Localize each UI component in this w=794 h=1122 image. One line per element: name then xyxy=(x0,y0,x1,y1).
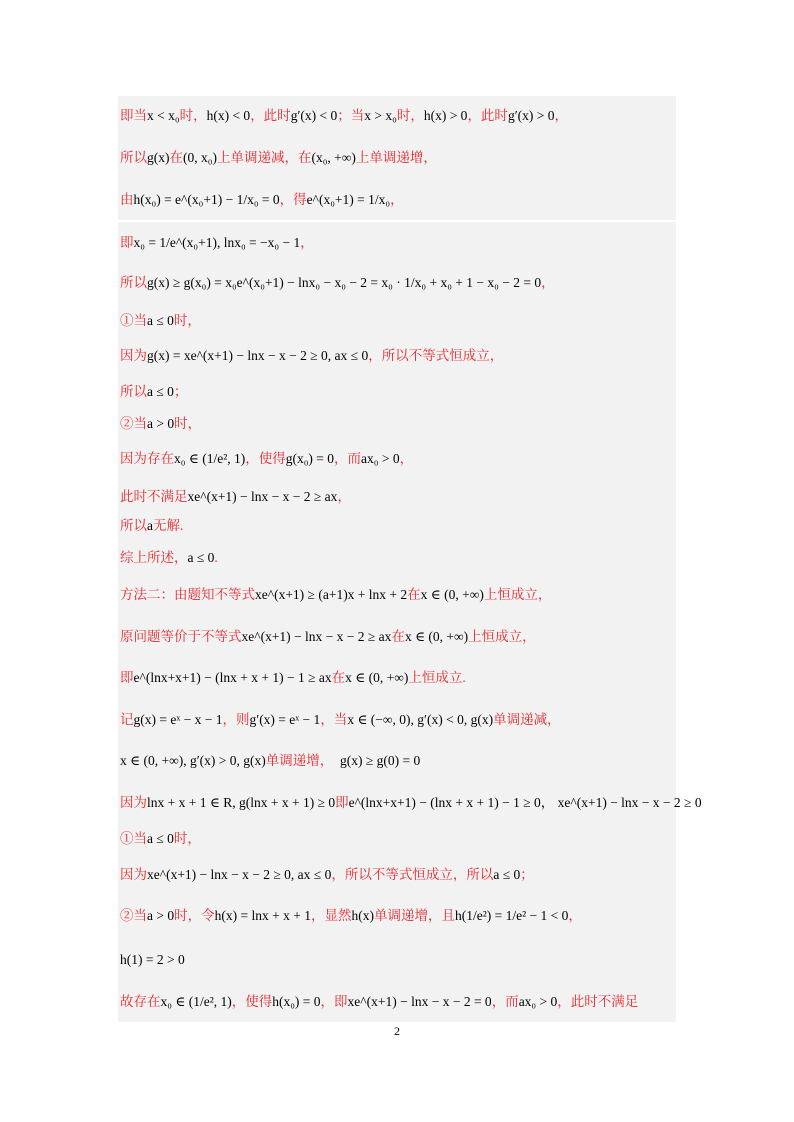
text-line-12: 所以a无解. xyxy=(120,518,184,533)
text-line-17: 记g(x) = eˣ − x − 1，则g′(x) = eˣ − 1，当x ∈ (−∞, 0), g′(x) < 0, g(x)单调递减， xyxy=(120,712,561,727)
text-line-19: 因为lnx + x + 1 ∈ R, g(lnx + x + 1) ≥ 0即e^(lnx+x+1) − (lnx + x + 1) − 1 ≥ 0， xe^(x+1) − lnx − x − 2 ≥ 0 xyxy=(120,795,702,810)
text-line-16: 即e^(lnx+x+1) − (lnx + x + 1) − 1 ≥ ax在x ∈ (0, +∞)上恒成立. xyxy=(120,670,466,685)
text-line-8: 所以a ≤ 0； xyxy=(120,384,188,399)
text-line-10: 因为存在x₀ ∈ (1/e², 1)，使得g(x₀) = 0，而ax₀ > 0， xyxy=(120,451,414,466)
text-line-21: 因为xe^(x+1) − lnx − x − 2 ≥ 0, ax ≤ 0，所以不等式恒成立，所以a ≤ 0； xyxy=(120,867,534,882)
text-line-4: 即x₀ = 1/e^(x₀+1), lnx₀ = −x₀ − 1， xyxy=(120,235,314,250)
text-line-13: 综上所述，a ≤ 0. xyxy=(120,550,218,565)
solution-panel-main xyxy=(118,222,676,1022)
page-number: 2 xyxy=(394,1024,400,1038)
text-line-22: ②当a > 0时，令h(x) = lnx + x + 1，显然h(x)单调递增，且h(1/e²) = 1/e² − 1 < 0， xyxy=(120,908,582,923)
text-line-23: h(1) = 2 > 0 xyxy=(120,952,185,967)
text-line-5: 所以g(x) ≥ g(x₀) = x₀e^(x₀+1) − lnx₀ − x₀ − 2 = x₀ · 1/x₀ + x₀ + 1 − x₀ − 2 = 0， xyxy=(120,275,555,290)
text-line-6: ①当a ≤ 0时， xyxy=(120,313,201,328)
text-line-24: 故存在x₀ ∈ (1/e², 1)，使得h(x₀) = 0，即xe^(x+1) − lnx − x − 2 = 0，而ax₀ > 0，此时不满足 xyxy=(120,994,639,1009)
text-line-9: ②当a > 0时， xyxy=(120,416,202,431)
text-line-1: 即当x < x₀时，h(x) < 0，此时g′(x) < 0；当x > x₀时，h(x) > 0，此时g′(x) > 0， xyxy=(120,108,568,123)
text-line-3: 由h(x₀) = e^(x₀+1) − 1/x₀ = 0，得e^(x₀+1) = 1/x₀， xyxy=(120,192,404,207)
text-line-11: 此时不满足xe^(x+1) − lnx − x − 2 ≥ ax， xyxy=(120,489,351,504)
text-line-18: x ∈ (0, +∞), g′(x) > 0, g(x)单调递增， g(x) ≥ g(0) = 0 xyxy=(120,753,421,768)
text-line-14: 方法二：由题知不等式xe^(x+1) ≥ (a+1)x + lnx + 2在x ∈ (0, +∞)上恒成立， xyxy=(120,587,552,602)
text-line-15: 原问题等价于不等式xe^(x+1) − lnx − x − 2 ≥ ax在x ∈ (0, +∞)上恒成立， xyxy=(120,629,536,644)
text-line-2: 所以g(x)在(0, x₀)上单调递减，在(x₀, +∞)上单调递增， xyxy=(120,150,437,165)
text-line-7: 因为g(x) = xe^(x+1) − lnx − x − 2 ≥ 0, ax ≤ 0，所以不等式恒成立， xyxy=(120,348,504,363)
text-line-20: ①当a ≤ 0时， xyxy=(120,831,201,846)
